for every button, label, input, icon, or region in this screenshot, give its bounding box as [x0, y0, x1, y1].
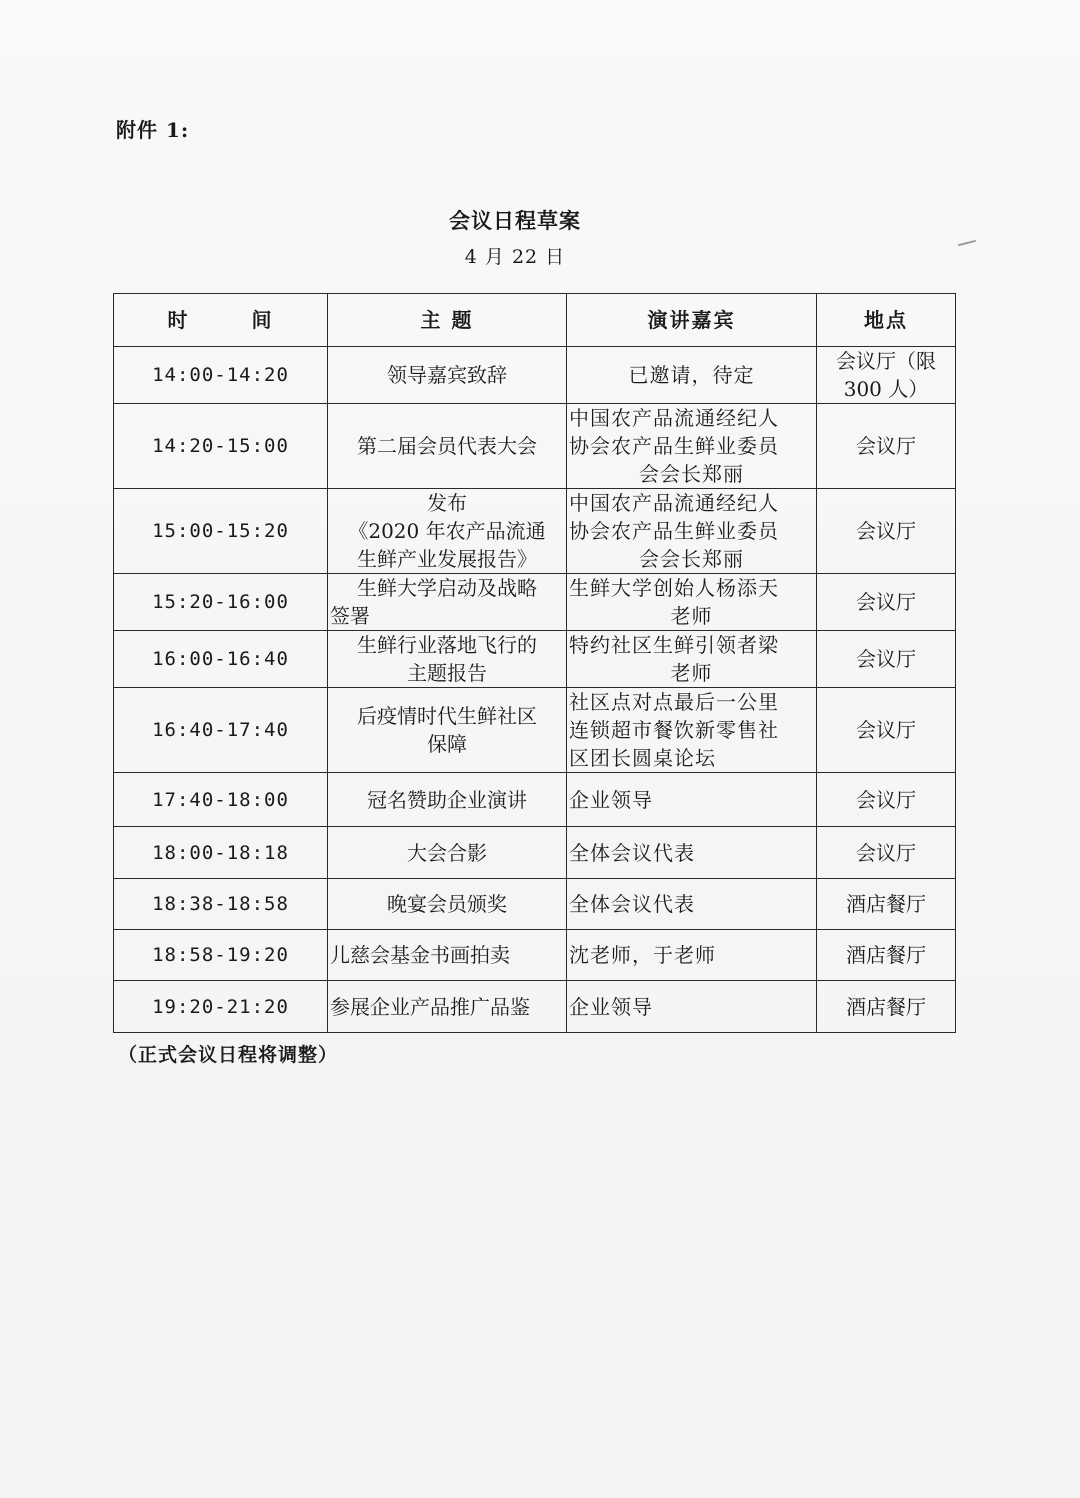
cell-topic-line: 发布	[427, 491, 467, 515]
cell-speaker	[567, 404, 817, 489]
cell-place	[817, 827, 956, 879]
cell-place	[817, 879, 956, 930]
cell-place	[817, 489, 956, 574]
cell-place	[817, 688, 956, 773]
cell-speaker-line: 全体会议代表	[569, 892, 695, 916]
cell-place	[817, 574, 956, 631]
table-row	[114, 404, 956, 489]
cell-place-line: 酒店餐厅	[846, 994, 926, 1019]
table-row	[114, 574, 956, 631]
cell-topic	[328, 981, 567, 1033]
header-time-char-1: 时	[167, 308, 190, 332]
cell-time: 18:38-18:58	[114, 879, 328, 930]
cell-speaker-line: 社区点对点最后一公里	[569, 690, 779, 714]
cell-topic-line: 保障	[427, 732, 467, 756]
cell-speaker-line: 中国农产品流通经纪人	[569, 406, 779, 430]
cell-place	[817, 631, 956, 688]
schedule-table	[113, 293, 956, 1033]
table-header-row	[114, 294, 956, 347]
cell-topic-line: 儿慈会基金书画拍卖	[330, 943, 510, 967]
cell-place	[817, 347, 956, 404]
cell-speaker-line: 会会长郑丽	[639, 547, 744, 571]
header-time-char-2: 间	[251, 308, 274, 332]
cell-speaker-line: 协会农产品生鲜业委员	[569, 519, 779, 543]
cell-place-line: 会议厅	[856, 590, 916, 614]
cell-topic	[328, 688, 567, 773]
cell-speaker	[567, 347, 817, 404]
table-row	[114, 773, 956, 827]
cell-speaker-line: 特约社区生鲜引领者梁	[569, 633, 779, 657]
table-row	[114, 489, 956, 574]
cell-topic-line: 冠名赞助企业演讲	[367, 787, 527, 812]
cell-place-line: 会议厅	[856, 718, 916, 742]
cell-speaker-line: 老师	[670, 661, 713, 685]
cell-topic	[328, 930, 567, 981]
cell-topic-line: 后疫情时代生鲜社区	[357, 704, 537, 728]
cell-place	[817, 981, 956, 1033]
cell-topic	[328, 574, 567, 631]
cell-topic	[328, 631, 567, 688]
table-row	[114, 688, 956, 773]
cell-topic-line: 第二届会员代表大会	[357, 434, 537, 458]
cell-time: 18:00-18:18	[114, 827, 328, 879]
cell-topic-line: 签署	[330, 604, 370, 628]
header-place: 地点	[817, 294, 956, 347]
cell-topic	[328, 827, 567, 879]
cell-topic	[328, 879, 567, 930]
footer-note: （正式会议日程将调整）	[118, 1044, 339, 1066]
cell-time: 17:40-18:00	[114, 773, 328, 827]
cell-speaker-line: 连锁超市餐饮新零售社	[569, 718, 779, 742]
cell-speaker-line: 生鲜大学创始人杨添天	[569, 576, 779, 600]
table-row	[114, 631, 956, 688]
table-row	[114, 981, 956, 1033]
header-speaker: 演讲嘉宾	[567, 294, 817, 347]
cell-topic-line: 生鲜产业发展报告》	[357, 547, 537, 571]
cell-speaker	[567, 827, 817, 879]
cell-place-line: 会议厅	[856, 647, 916, 671]
cell-speaker-line: 已邀请，待定	[628, 363, 755, 387]
table-row	[114, 347, 956, 404]
cell-place-line: 会议厅	[856, 434, 916, 458]
header-time	[114, 294, 328, 347]
cell-time: 16:40-17:40	[114, 688, 328, 773]
cell-speaker	[567, 574, 817, 631]
cell-place-line: 会议厅	[856, 519, 916, 543]
table-row	[114, 879, 956, 930]
cell-speaker-line: 沈老师，于老师	[569, 943, 716, 967]
cell-speaker-line: 会会长郑丽	[639, 462, 744, 486]
cell-time: 19:20-21:20	[114, 981, 328, 1033]
cell-time: 16:00-16:40	[114, 631, 328, 688]
cell-time: 15:00-15:20	[114, 489, 328, 574]
cell-speaker	[567, 631, 817, 688]
table-row	[114, 930, 956, 981]
cell-place-line: 会议厅	[856, 787, 916, 812]
cell-topic-line: 领导嘉宾致辞	[387, 363, 507, 387]
page-title: 会议日程草案	[449, 208, 581, 233]
cell-place-line: 酒店餐厅	[846, 892, 926, 916]
attachment-label: 附件 1:	[116, 118, 190, 142]
cell-speaker	[567, 688, 817, 773]
schedule-body	[114, 347, 956, 1033]
schedule-date: 4 月 22 日	[464, 246, 566, 268]
cell-speaker-line: 中国农产品流通经纪人	[569, 491, 779, 515]
cell-place-line: 会议厅（限	[836, 349, 936, 373]
cell-place	[817, 404, 956, 489]
cell-speaker-line: 企业领导	[569, 787, 653, 812]
cell-topic	[328, 489, 567, 574]
table-row	[114, 827, 956, 879]
cell-topic-line: 参展企业产品推广品鉴	[330, 994, 530, 1019]
cell-time: 14:20-15:00	[114, 404, 328, 489]
cell-place	[817, 773, 956, 827]
header-topic: 主 题	[328, 294, 567, 347]
cell-speaker-line: 老师	[670, 604, 713, 628]
cell-speaker	[567, 489, 817, 574]
cell-topic-line: 生鲜大学启动及战略	[357, 576, 537, 600]
cell-topic	[328, 773, 567, 827]
cell-place	[817, 930, 956, 981]
cell-topic-line: 晚宴会员颁奖	[387, 892, 507, 916]
cell-speaker	[567, 879, 817, 930]
cell-topic-line: 生鲜行业落地飞行的	[357, 633, 537, 657]
cell-place-line: 会议厅	[856, 840, 916, 865]
cell-speaker-line: 全体会议代表	[569, 840, 695, 865]
cell-time: 15:20-16:00	[114, 574, 328, 631]
cell-topic-line: 主题报告	[407, 661, 487, 685]
cell-topic-line: 《2020 年农产品流通	[348, 519, 546, 543]
cell-speaker-line: 企业领导	[569, 994, 653, 1019]
cell-place-line: 300 人）	[843, 377, 929, 401]
cell-speaker-line: 协会农产品生鲜业委员	[569, 434, 779, 458]
cell-speaker	[567, 981, 817, 1033]
cell-place-line: 酒店餐厅	[846, 943, 926, 967]
cell-topic-line: 大会合影	[407, 840, 487, 865]
cell-time: 18:58-19:20	[114, 930, 328, 981]
cell-topic	[328, 404, 567, 489]
cell-speaker-line: 区团长圆桌论坛	[569, 746, 716, 770]
cell-topic	[328, 347, 567, 404]
cell-time: 14:00-14:20	[114, 347, 328, 404]
cell-speaker	[567, 930, 817, 981]
cell-speaker	[567, 773, 817, 827]
